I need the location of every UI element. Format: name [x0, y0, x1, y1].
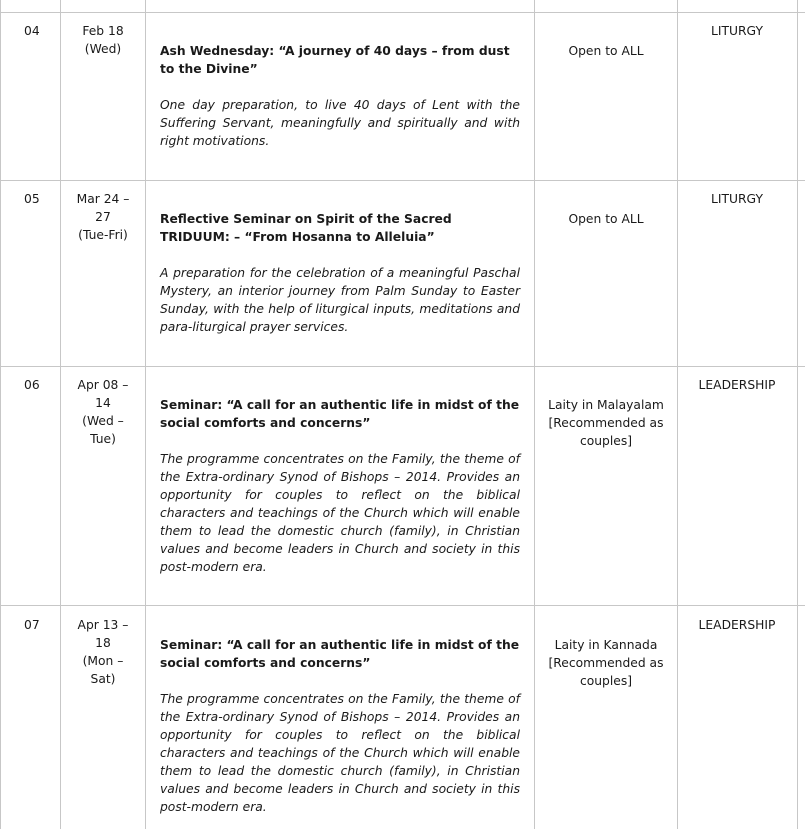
- row-number: 07: [24, 618, 40, 632]
- date-line: 18: [95, 636, 111, 650]
- programme-cell: [160, 210, 520, 336]
- programme-title: Seminar: “A call for an authentic life in midst of the social comforts and concerns”: [160, 638, 520, 670]
- audience: Laity in Kannada [Recommended as couples]: [548, 638, 664, 688]
- programme-cell: [160, 42, 520, 150]
- table-border: [0, 12, 805, 13]
- programme-title: Reflective Seminar on Spirit of the Sacred TRIDUUM: – “From Hosanna to Alleluia”: [160, 212, 452, 244]
- date-line: (Mon –: [82, 654, 124, 668]
- row-date: [62, 190, 144, 244]
- programme-title: Seminar: “A call for an authentic life in midst of the social comforts and concerns”: [160, 398, 520, 430]
- audience: Laity in Malayalam [Recommended as couples]: [548, 398, 664, 448]
- programme-cell: [160, 396, 520, 576]
- table-border: [797, 0, 798, 829]
- date-line: Apr 08 –: [77, 378, 129, 392]
- date-line: Sat): [90, 672, 116, 686]
- category: LEADERSHIP: [698, 618, 776, 632]
- audience: Open to ALL: [568, 44, 644, 58]
- row-date: [62, 22, 144, 58]
- row-number: 04: [24, 24, 40, 38]
- date-line: Tue): [90, 432, 116, 446]
- table-border: [60, 0, 61, 829]
- category: LEADERSHIP: [698, 378, 776, 392]
- category: LITURGY: [711, 192, 763, 206]
- programme-description: The programme concentrates on the Family, the theme of the Extra-ordinary Synod of Bishops – 2014. Provides an opportunity for couples to reflect on the biblical characters and teachings of the Church which will enable them to lead the domestic church (family), in Christian values and become leaders in Church and society in this post-modern era.: [160, 692, 520, 814]
- row-number: 06: [24, 378, 40, 392]
- date-line: Apr 13 –: [77, 618, 129, 632]
- programme-description: A preparation for the celebration of a meaningful Paschal Mystery, an interior journey from Palm Sunday to Easter Sunday, with the help of liturgical inputs, meditations and para-liturgical prayer services.: [160, 266, 520, 334]
- table-border: [534, 0, 535, 829]
- date-line: (Wed): [84, 42, 122, 56]
- table-border: [677, 0, 678, 829]
- audience: Open to ALL: [568, 212, 644, 226]
- table-border: [0, 180, 805, 181]
- category: LITURGY: [711, 24, 763, 38]
- row-number: 05: [24, 192, 40, 206]
- programme-title: Ash Wednesday: “A journey of 40 days – from dust to the Divine”: [160, 44, 510, 76]
- date-line: Feb 18: [82, 24, 124, 38]
- date-line: Mar 24 –: [76, 192, 130, 206]
- programme-cell: [160, 636, 520, 816]
- table-border: [0, 366, 805, 367]
- date-line: 14: [95, 396, 111, 410]
- table-border: [145, 0, 146, 829]
- programme-description: The programme concentrates on the Family, the theme of the Extra-ordinary Synod of Bishops – 2014. Provides an opportunity for couples to reflect on the biblical characters and teachings of the Church which will enable them to lead the domestic church (family), in Christian values and become leaders in Church and society in this post-modern era.: [160, 452, 520, 574]
- date-line: 27: [95, 210, 111, 224]
- table-border: [0, 0, 1, 829]
- table-border: [0, 605, 805, 606]
- programme-description: One day preparation, to live 40 days of Lent with the Suffering Servant, meaningfully and spiritually and with right motivations.: [160, 98, 520, 148]
- row-date: [62, 616, 144, 688]
- row-date: [62, 376, 144, 448]
- date-line: (Tue-Fri): [78, 228, 128, 242]
- date-line: (Wed –: [82, 414, 124, 428]
